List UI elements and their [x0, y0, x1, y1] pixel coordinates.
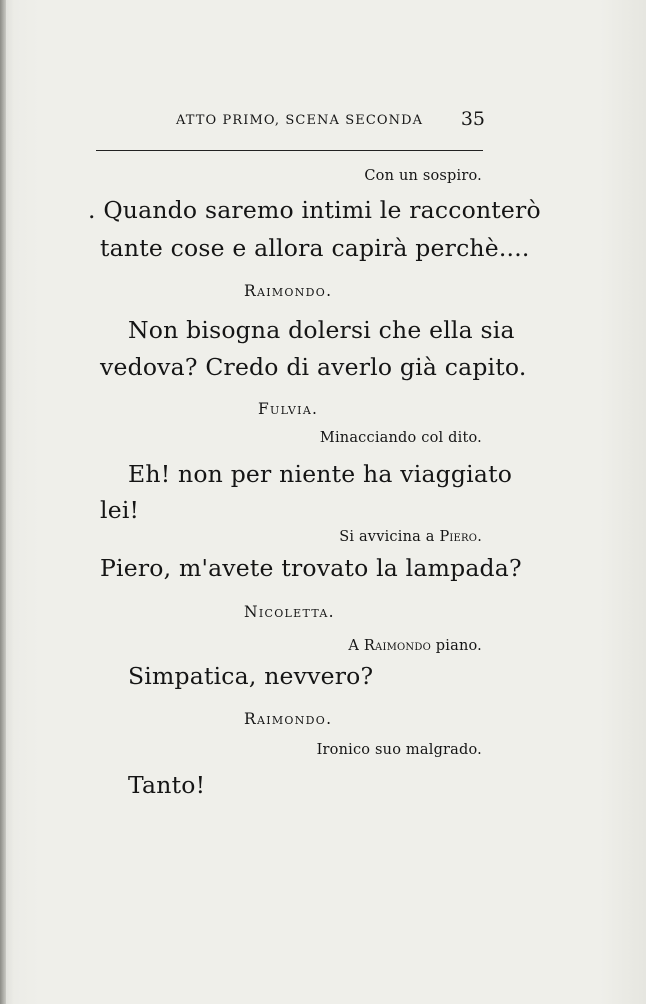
stage-direction-finger: Minacciando col dito.	[319, 430, 482, 446]
direction-text: Si avvicina a	[339, 529, 440, 545]
verse-line: lei!	[100, 496, 140, 524]
verse-line: Simpatica, nevvero?	[128, 662, 374, 690]
direction-text: .	[477, 529, 482, 545]
verse-line: vedova? Credo di averlo già capito.	[100, 353, 527, 381]
verse-line: Non bisogna dolersi che ella sia	[128, 316, 515, 344]
header-rule	[96, 150, 483, 151]
character-name-piero: Piero	[439, 529, 478, 545]
stage-direction-approach	[339, 530, 482, 545]
verse-line: Tanto!	[128, 771, 206, 799]
page-number: 35	[460, 108, 485, 130]
stage-direction-softly	[348, 639, 482, 654]
stage-direction-sigh: Con un sospiro.	[364, 168, 482, 184]
page-spine-edge	[0, 0, 6, 1004]
running-title: ATTO PRIMO, SCENA SECONDA	[176, 113, 424, 128]
direction-text: piano.	[431, 638, 482, 654]
verse-line: tante cose e allora capirà perchè....	[100, 234, 530, 262]
stage-direction-ironic: Ironico suo malgrado.	[316, 742, 482, 758]
speaker-nicoletta: Nicoletta.	[244, 603, 335, 621]
verse-line: . Quando saremo intimi le racconterò	[88, 196, 541, 224]
running-header	[100, 108, 485, 132]
speaker-fulvia: Fulvia.	[258, 400, 319, 418]
verse-line: Eh! non per niente ha viaggiato	[128, 460, 513, 488]
character-name-raimondo: Raimondo	[363, 638, 431, 654]
direction-text: A	[348, 638, 364, 654]
speaker-raimondo: Raimondo.	[244, 710, 333, 728]
speaker-raimondo: Raimondo.	[244, 282, 333, 300]
verse-line: Piero, m'avete trovato la lampada?	[100, 554, 522, 582]
